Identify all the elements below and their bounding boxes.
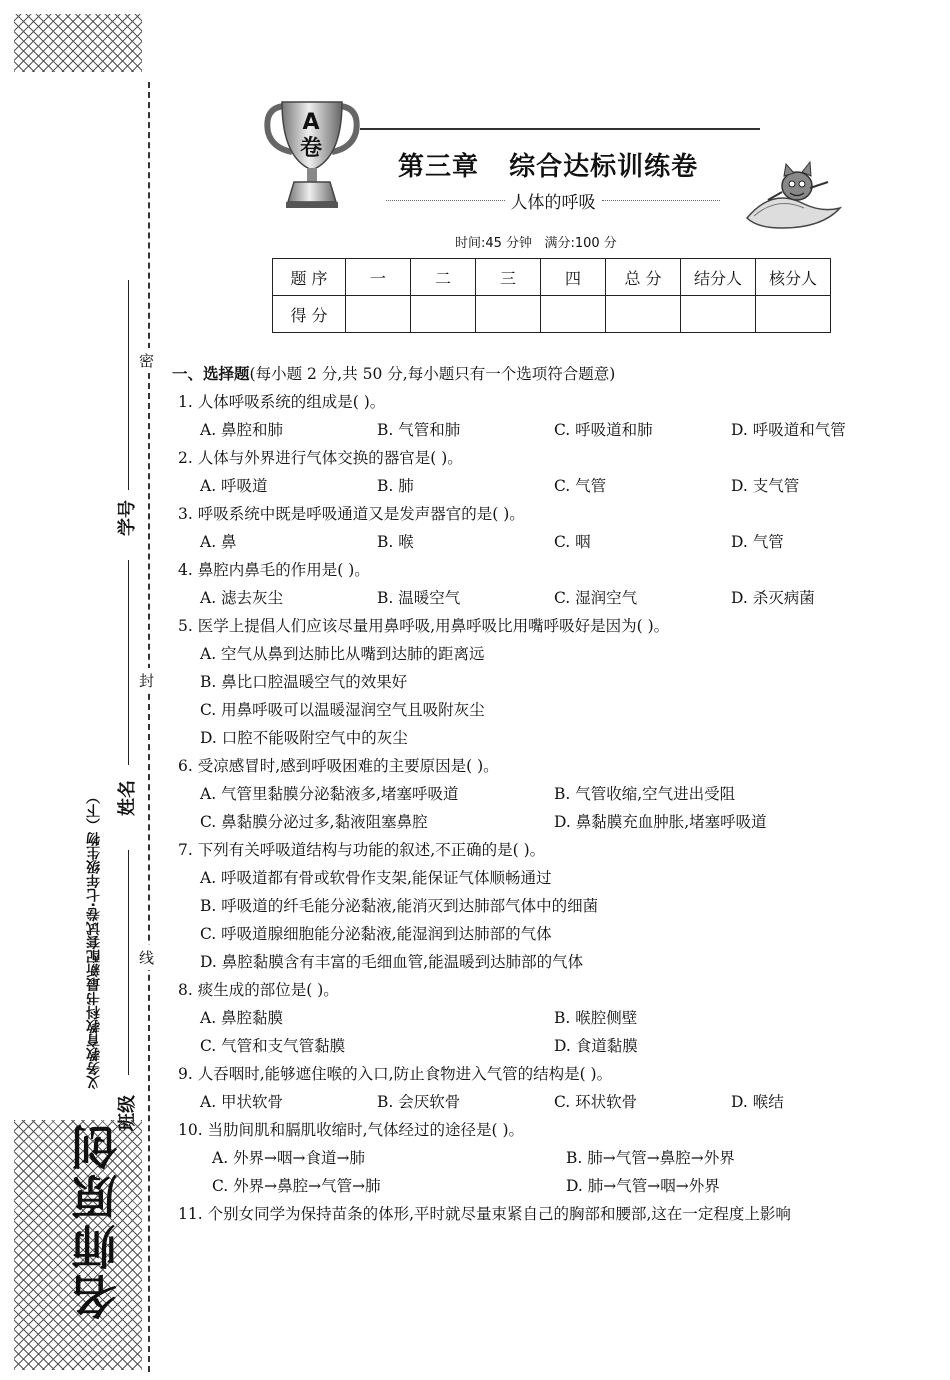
- subtitle-row: [386, 188, 720, 213]
- option[interactable]: D. 食道黏膜: [554, 1037, 638, 1055]
- question-stem: 6. 受凉感冒时,感到呼吸困难的主要原因是( )。: [178, 757, 499, 775]
- question-stem: 1. 人体呼吸系统的组成是( )。: [178, 393, 386, 411]
- trophy-label-juan: 卷: [299, 136, 322, 161]
- write-line-banji: [128, 850, 129, 1075]
- table-cell: 得 分: [273, 296, 346, 333]
- option[interactable]: C. 鼻黏膜分泌过多,黏液阻塞鼻腔: [200, 813, 428, 831]
- option[interactable]: C. 气管和支气管黏膜: [200, 1037, 346, 1055]
- option[interactable]: C. 用鼻呼吸可以温暖湿润空气且吸附灰尘: [200, 701, 485, 719]
- page-title: 第三章 综合达标训练卷: [398, 152, 699, 182]
- option[interactable]: A. 气管里黏膜分泌黏液多,堵塞呼吸道: [200, 785, 459, 803]
- option-row: [172, 1172, 942, 1200]
- field-label-xuehao: 学号: [117, 500, 138, 536]
- option[interactable]: A. 呼吸道: [200, 477, 268, 495]
- section-note: (每小题 2 分,共 50 分,每小题只有一个选项符合题意): [249, 365, 616, 383]
- option[interactable]: B. 温暖空气: [377, 589, 461, 607]
- table-cell: 三: [476, 259, 541, 296]
- trophy-label: [293, 110, 329, 162]
- subtitle-dotted-right: [602, 200, 721, 201]
- seal-feng: 封: [139, 668, 154, 693]
- option[interactable]: B. 气管和肺: [377, 421, 461, 439]
- option[interactable]: A. 鼻: [200, 533, 237, 551]
- option-row: [172, 780, 942, 808]
- score-input-cell[interactable]: [346, 296, 411, 333]
- option-row: [172, 1088, 942, 1116]
- header-rule: [360, 128, 760, 130]
- question-stem: 2. 人体与外界进行气体交换的器官是( )。: [178, 449, 463, 467]
- option-row: [172, 1144, 942, 1172]
- table-row: [273, 259, 831, 296]
- score-input-cell[interactable]: [756, 296, 831, 333]
- option-row: [172, 808, 942, 836]
- series-vertical: 义务教育教科书最新配套试卷·七年级生物（下）: [86, 790, 102, 1090]
- write-line-xuehao: [128, 280, 129, 490]
- option-row: [172, 416, 942, 444]
- option[interactable]: D. 鼻黏膜充血肿胀,堵塞呼吸道: [554, 813, 767, 831]
- field-label-banji: 班级: [117, 1095, 138, 1131]
- option-row: [172, 472, 942, 500]
- table-cell: 核分人: [756, 259, 831, 296]
- seal-mi: 密: [139, 348, 154, 373]
- option[interactable]: C. 湿润空气: [554, 589, 638, 607]
- table-cell: 一: [346, 259, 411, 296]
- question-stem: 7. 下列有关呼吸道结构与功能的叙述,不正确的是( )。: [178, 841, 546, 859]
- score-input-cell[interactable]: [476, 296, 541, 333]
- section-title: [172, 360, 942, 388]
- question-stem: 5. 医学上提倡人们应该尽量用鼻呼吸,用鼻呼吸比用嘴呼吸好是因为( )。: [178, 617, 670, 635]
- question-list: [172, 360, 942, 1228]
- option[interactable]: B. 呼吸道的纤毛能分泌黏液,能消灭到达肺部气体中的细菌: [200, 897, 599, 915]
- option[interactable]: C. 外界→鼻腔→气管→肺: [212, 1177, 381, 1195]
- option[interactable]: B. 鼻比口腔温暖空气的效果好: [200, 673, 408, 691]
- option[interactable]: A. 甲状软骨: [200, 1093, 284, 1111]
- option[interactable]: A. 外界→咽→食道→肺: [212, 1149, 366, 1167]
- subtitle-dotted-left: [386, 200, 505, 201]
- option[interactable]: A. 空气从鼻到达肺比从嘴到达肺的距离远: [200, 645, 485, 663]
- question-stem: 10. 当肋间肌和膈肌收缩时,气体经过的途径是( )。: [178, 1121, 525, 1139]
- brand-vertical: 名师原创: [70, 1120, 124, 1320]
- option[interactable]: B. 肺: [377, 477, 414, 495]
- option[interactable]: C. 环状软骨: [554, 1093, 638, 1111]
- option-row: [172, 1032, 942, 1060]
- option[interactable]: A. 呼吸道都有骨或软骨作支架,能保证气体顺畅通过: [200, 869, 552, 887]
- option[interactable]: A. 滤去灰尘: [200, 589, 284, 607]
- option[interactable]: D. 喉结: [731, 1093, 784, 1111]
- score-table: [272, 258, 831, 333]
- write-line-xingming: [128, 560, 129, 765]
- question-stem: 3. 呼吸系统中既是呼吸通道又是发声器官的是( )。: [178, 505, 525, 523]
- table-cell: 总 分: [606, 259, 681, 296]
- option[interactable]: B. 喉腔侧壁: [554, 1009, 638, 1027]
- option-row: [172, 528, 942, 556]
- option[interactable]: B. 肺→气管→鼻腔→外界: [566, 1149, 735, 1167]
- cat-mascot-icon: [742, 148, 842, 230]
- subtitle: 人体的呼吸: [510, 193, 596, 213]
- option[interactable]: D. 鼻腔黏膜含有丰富的毛细血管,能温暖到达肺部的气体: [200, 953, 584, 971]
- hatch-pattern-top: [14, 14, 142, 72]
- option[interactable]: B. 喉: [377, 533, 414, 551]
- option[interactable]: A. 鼻腔黏膜: [200, 1009, 284, 1027]
- option[interactable]: D. 气管: [731, 533, 784, 551]
- option[interactable]: C. 呼吸道腺细胞能分泌黏液,能湿润到达肺部的气体: [200, 925, 552, 943]
- option[interactable]: D. 杀灭病菌: [731, 589, 815, 607]
- time-score-info: 时间:45 分钟 满分:100 分: [455, 236, 617, 251]
- option[interactable]: D. 口腔不能吸附空气中的灰尘: [200, 729, 408, 747]
- seal-xian: 线: [139, 945, 154, 970]
- table-cell: 题 序: [273, 259, 346, 296]
- option[interactable]: C. 咽: [554, 533, 591, 551]
- table-cell: 结分人: [681, 259, 756, 296]
- score-input-cell[interactable]: [681, 296, 756, 333]
- question-stem: 4. 鼻腔内鼻毛的作用是( )。: [178, 561, 370, 579]
- score-input-cell[interactable]: [541, 296, 606, 333]
- option[interactable]: C. 气管: [554, 477, 607, 495]
- option[interactable]: D. 呼吸道和气管: [731, 421, 846, 439]
- option[interactable]: B. 会厌软骨: [377, 1093, 461, 1111]
- question-stem: 8. 痰生成的部位是( )。: [178, 981, 339, 999]
- trophy-label-a: A: [302, 110, 320, 135]
- question-stem: 11. 个别女同学为保持苗条的体形,平时就尽量束紧自己的胸部和腰部,这在一定程度上影响: [178, 1205, 791, 1223]
- section-heading: 一、选择题: [172, 365, 250, 383]
- option[interactable]: D. 支气管: [731, 477, 800, 495]
- option[interactable]: B. 气管收缩,空气进出受阻: [554, 785, 736, 803]
- table-cell: 四: [541, 259, 606, 296]
- field-label-xingming: 姓名: [117, 780, 138, 816]
- option-row: [172, 1004, 942, 1032]
- table-row: [273, 296, 831, 333]
- question-stem: 9. 人吞咽时,能够遮住喉的入口,防止食物进入气管的结构是( )。: [178, 1065, 613, 1083]
- option[interactable]: A. 鼻腔和肺: [200, 421, 284, 439]
- option[interactable]: C. 呼吸道和肺: [554, 421, 653, 439]
- score-input-cell[interactable]: [606, 296, 681, 333]
- option[interactable]: D. 肺→气管→咽→外界: [566, 1177, 720, 1195]
- table-cell: 二: [411, 259, 476, 296]
- option-row: [172, 584, 942, 612]
- score-input-cell[interactable]: [411, 296, 476, 333]
- binding-dashed-line: [148, 82, 150, 1372]
